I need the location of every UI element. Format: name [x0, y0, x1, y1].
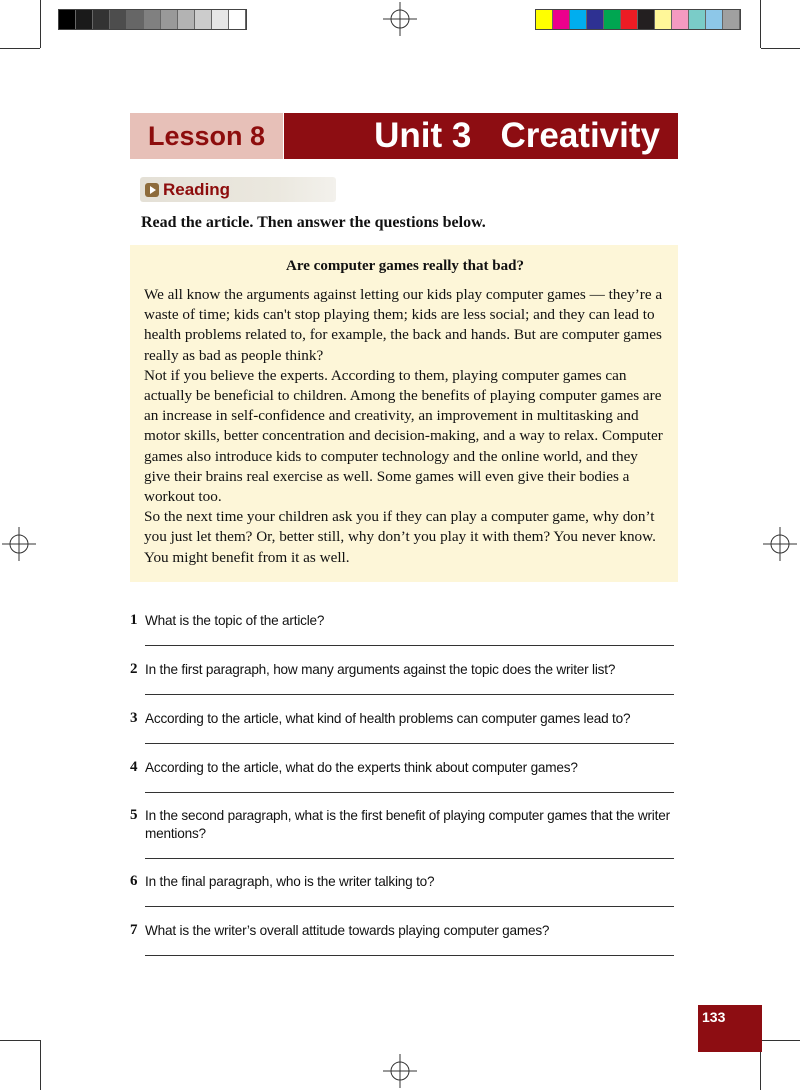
- color-swatch: [76, 10, 93, 29]
- question-number: 4: [130, 759, 138, 775]
- question-text: According to the article, what do the experts think about computer games?: [145, 760, 578, 775]
- question-text: According to the article, what kind of health problems can computer games lead to?: [145, 711, 631, 726]
- article-paragraph-3: So the next time your children ask you if they can play a computer game, why don’t you just let them? Or, better still, why don’t you play it with them? You never know. You might benefit from it as well.: [144, 508, 656, 566]
- color-swatch: [229, 10, 246, 29]
- article-paragraph-2: Not if you believe the experts. According to them, playing computer games can actually be beneficial to children. Among the benefits of playing computer games are an increase in self-confidence and creativity, an improvement in multitasking and motor skills, better concentration and decision-making, and a way to relax. Computer games also introduce kids to computer technology and the online world, and they give their brains real exercise as well. Some games will even give their bodies a workout too.: [144, 366, 663, 506]
- instruction-text: Read the article. Then answer the questions below.: [141, 214, 486, 231]
- color-swatch: [212, 10, 229, 29]
- page-number: 133: [702, 1009, 726, 1025]
- article-paragraph-1: We all know the arguments against letting our kids play computer games — they’re a waste of time; kids can't stop playing them; kids are less social; and they can lead to health problems related to, for example, the back and hands. But are computer games really as bad as people think?: [144, 286, 663, 364]
- color-swatch: [553, 10, 570, 29]
- color-swatch: [144, 10, 161, 29]
- crop-mark: [761, 48, 800, 49]
- answer-line[interactable]: [145, 694, 674, 695]
- play-icon: [145, 183, 159, 197]
- grayscale-swatch-bar: [58, 9, 247, 30]
- answer-line[interactable]: [145, 955, 674, 956]
- question-item: [130, 922, 678, 971]
- color-swatch: [706, 10, 723, 29]
- question-item: [130, 612, 678, 661]
- question-number: 3: [130, 710, 138, 726]
- color-swatch: [178, 10, 195, 29]
- answer-line[interactable]: [145, 645, 674, 646]
- color-swatch: [110, 10, 127, 29]
- article-title: Are computer games really that bad?: [286, 258, 524, 274]
- color-swatch: [638, 10, 655, 29]
- registration-mark-icon: [763, 527, 797, 561]
- registration-mark-icon: [2, 527, 36, 561]
- question-text: In the first paragraph, how many arguments against the topic does the writer list?: [145, 662, 616, 677]
- crop-mark: [0, 48, 40, 49]
- question-item: [130, 759, 678, 807]
- color-swatch: [570, 10, 587, 29]
- page-number-box: [698, 1005, 762, 1052]
- answer-line[interactable]: [145, 792, 674, 793]
- color-swatch: [127, 10, 144, 29]
- crop-mark: [40, 1040, 41, 1090]
- registration-mark-icon: [383, 2, 417, 36]
- color-swatch: [93, 10, 110, 29]
- question-text: What is the topic of the article?: [145, 613, 325, 628]
- color-swatch: [655, 10, 672, 29]
- section-label: Reading: [163, 179, 231, 199]
- color-swatch: [587, 10, 604, 29]
- color-swatch: [195, 10, 212, 29]
- question-item: [130, 873, 678, 922]
- color-swatch: [672, 10, 689, 29]
- question-number: 7: [130, 922, 138, 938]
- color-swatch: [604, 10, 621, 29]
- lesson-label: Lesson 8: [147, 120, 266, 151]
- crop-mark: [0, 1040, 40, 1041]
- article-body: [144, 285, 666, 568]
- question-number: 2: [130, 661, 138, 677]
- color-swatch: [689, 10, 706, 29]
- crop-mark: [40, 0, 41, 48]
- color-swatch: [536, 10, 553, 29]
- color-swatch: [59, 10, 76, 29]
- question-number: 5: [130, 807, 138, 823]
- question-item: [130, 710, 678, 759]
- color-swatch: [723, 10, 740, 29]
- color-swatch: [621, 10, 638, 29]
- answer-line[interactable]: [145, 906, 674, 907]
- question-text: In the second paragraph, what is the first benefit of playing computer games that the writer mentions?: [145, 808, 670, 841]
- question-item: [130, 807, 678, 873]
- color-swatch: [161, 10, 178, 29]
- registration-mark-icon: [383, 1054, 417, 1088]
- crop-mark: [761, 1040, 800, 1041]
- crop-mark: [760, 0, 761, 48]
- question-number: 6: [130, 873, 138, 889]
- unit-banner: [284, 113, 678, 159]
- question-item: [130, 661, 678, 710]
- article-box: [130, 245, 678, 582]
- question-text: What is the writer’s overall attitude towards playing computer games?: [145, 923, 550, 938]
- question-list: [130, 612, 678, 971]
- question-number: 1: [130, 612, 138, 628]
- answer-line[interactable]: [145, 858, 674, 859]
- section-tag-reading: [140, 177, 336, 202]
- lesson-banner: [130, 113, 283, 159]
- unit-title: Unit 3 Creativity: [374, 116, 660, 155]
- answer-line[interactable]: [145, 743, 674, 744]
- question-text: In the final paragraph, who is the writer talking to?: [145, 874, 435, 889]
- color-swatch-bar: [535, 9, 741, 30]
